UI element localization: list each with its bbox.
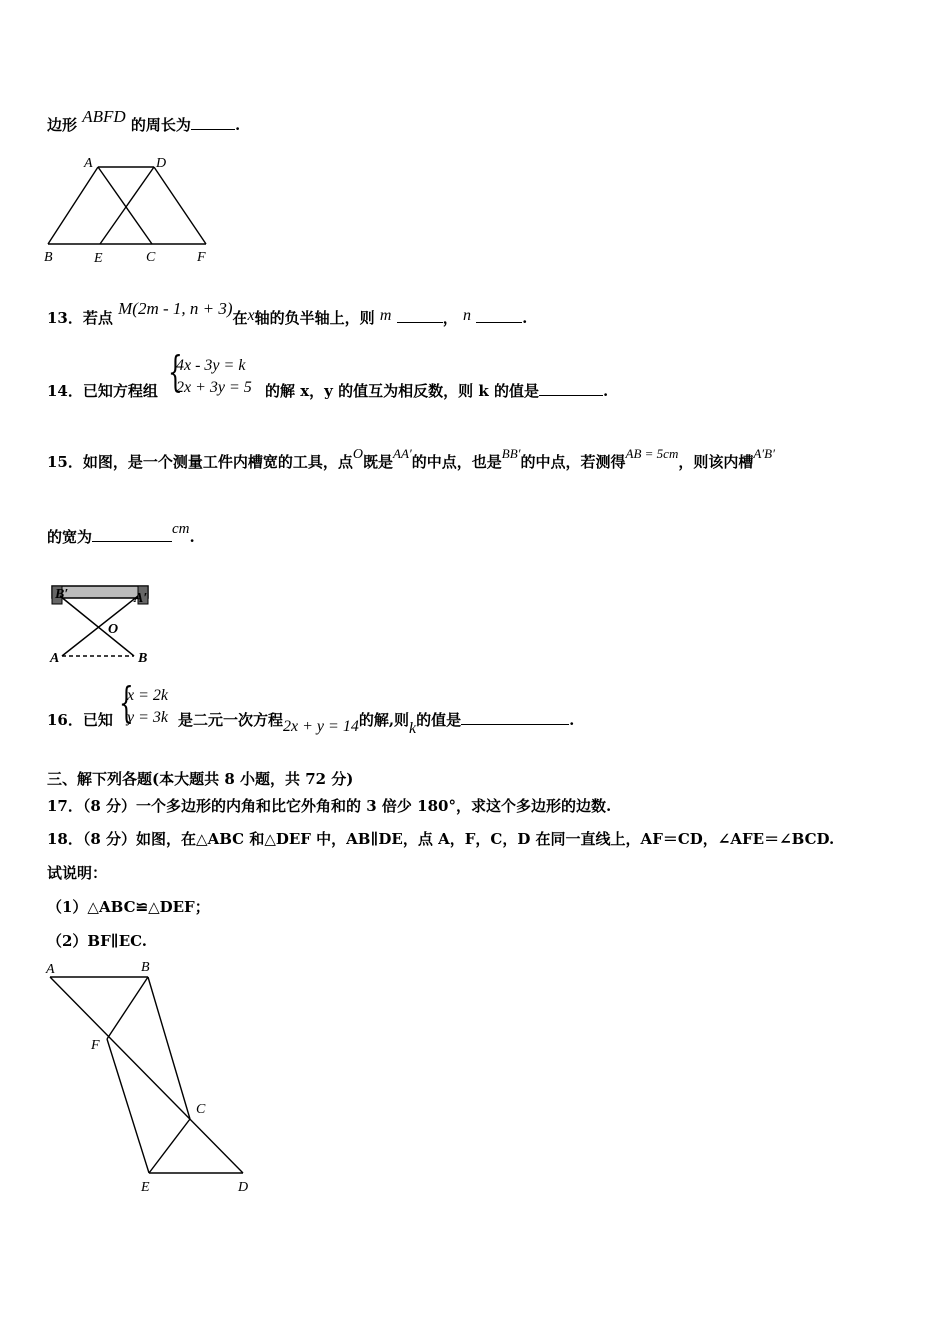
q18-label-F: F — [91, 1038, 100, 1053]
q12-label-E: E — [94, 251, 103, 266]
q12-figure — [40, 155, 220, 267]
q15-line1 — [47, 446, 775, 472]
q13-line — [47, 299, 528, 328]
q15-AB: AB = 5cm — [625, 446, 679, 461]
section3-heading: 三、解下列各题(本大题共 8 小题，共 72 分) — [47, 770, 354, 788]
q15-label-O: O — [108, 622, 119, 637]
q16-text3: 的值是 — [416, 711, 462, 729]
q12-segment-DF — [154, 167, 206, 244]
q14-number: 14．已知方程组 — [47, 382, 158, 400]
q16-text-line — [178, 709, 575, 737]
q18-segment-FE — [107, 1039, 149, 1173]
q14-text: 的解 x，y 的值互为相反数，则 k 的值是 — [265, 382, 539, 400]
q18-label-A: A — [46, 962, 55, 977]
q16-eq2: y = 3k — [127, 709, 168, 726]
q12-line — [47, 107, 241, 135]
q15-label-B1: B′ — [55, 587, 69, 602]
q14-end: . — [602, 382, 609, 400]
q15-answer-blank[interactable] — [92, 527, 172, 542]
q14-system — [176, 355, 252, 399]
q15-text-a: 15．如图，是一个测量工件内槽宽的工具，点 — [47, 453, 353, 471]
q16-number-line — [47, 709, 113, 730]
q13-mid: 在 — [232, 309, 248, 327]
q15-AA: AA′ — [393, 446, 412, 461]
q12-answer-blank[interactable] — [191, 115, 235, 130]
q16-system — [127, 685, 168, 729]
q18-segment-BF — [107, 977, 148, 1039]
q13-number: 13．若点 — [47, 309, 113, 327]
q12-segment-DE — [100, 167, 154, 244]
q13-mid2: 轴的负半轴上，则 — [254, 309, 375, 327]
q13-n: n — [462, 307, 471, 324]
q17-text: 17．（8 分）一个多边形的内角和比它外角和的 3 倍少 180°，求这个多边形的边数. — [47, 797, 612, 815]
q13-end: . — [522, 309, 528, 327]
q15-figure — [46, 580, 166, 670]
q16-eq1: x = 2k — [127, 687, 168, 704]
q15-point-O: O — [352, 447, 364, 462]
q12-label-B: B — [44, 250, 53, 265]
q13-comma: ， — [442, 309, 458, 327]
q15-label-B: B — [138, 651, 148, 666]
q13-point: M — [118, 299, 133, 318]
q13-axis-var: x — [247, 307, 255, 324]
q12-label-A: A — [84, 156, 93, 171]
q18-segment-CE — [149, 1119, 190, 1173]
q13-coord: (2m - 1, n + 3) — [132, 299, 233, 318]
q16-end: . — [569, 711, 575, 729]
q14-eq1: 4x - 3y = k — [176, 357, 246, 374]
q18-figure — [40, 958, 260, 1193]
q12-label-D: D — [156, 156, 167, 171]
q16-number: 16．已知 — [47, 711, 113, 729]
q12-segment-AC — [98, 167, 152, 244]
q13-n-blank[interactable] — [476, 308, 522, 323]
q12-end: . — [234, 116, 241, 134]
q15-text-b: 既是 — [363, 453, 394, 471]
q16-text1: 是二元一次方程 — [178, 711, 284, 729]
q15-end: . — [189, 528, 195, 546]
q15-text-d: 的中点，若测得 — [520, 453, 626, 471]
q15-BB: BB′ — [501, 446, 521, 461]
q18-explain: 试说明： — [47, 864, 108, 882]
q18-segment-AD — [50, 977, 243, 1173]
q12-segment-AB — [48, 167, 98, 244]
q18-part2: （2）BF∥EC. — [47, 932, 148, 950]
q12-label-C: C — [146, 250, 156, 265]
q12-suffix: 的周长为 — [130, 116, 191, 134]
q16-answer-blank[interactable] — [461, 710, 569, 725]
q15-A1B1: A′B′ — [753, 446, 775, 461]
q15-text-e: ，则该内槽 — [678, 453, 754, 471]
q15-label-A1: A′ — [134, 591, 148, 606]
q15-line2 — [47, 521, 195, 547]
q18-label-B: B — [141, 960, 150, 975]
q13-m-blank[interactable] — [397, 308, 443, 323]
q12-prefix: 边形 — [47, 116, 78, 134]
q15-segment-B1B — [60, 596, 134, 656]
q12-quad: ABFD — [82, 107, 126, 126]
q18-part1: （1）△ABC≌△DEF； — [47, 898, 210, 916]
q15-label-A: A — [50, 651, 60, 666]
q14-eq2: 2x + 3y = 5 — [176, 379, 252, 396]
q16-brace: { — [119, 678, 134, 727]
q15-text-width: 的宽为 — [47, 528, 93, 546]
q15-segment-A1A — [62, 596, 138, 656]
q16-text2: 的解,则 — [358, 711, 410, 729]
q14-text-line — [265, 380, 608, 401]
q14-number-line — [47, 380, 158, 401]
q12-label-F: F — [197, 250, 206, 265]
q14-brace: { — [168, 347, 183, 396]
q16-k: k — [409, 720, 417, 737]
q18-label-C: C — [196, 1102, 206, 1117]
q18-label-D: D — [238, 1180, 249, 1195]
q15-unit: cm — [172, 521, 190, 537]
q16-equation: 2x + y = 14 — [283, 718, 359, 735]
q13-m: m — [379, 307, 392, 324]
q18-label-E: E — [141, 1180, 150, 1195]
q15-text-c: 的中点，也是 — [411, 453, 502, 471]
q18-text: 18．（8 分）如图，在△ABC 和△DEF 中，AB∥DE，点 A，F，C，D 在同一直线上，AF＝CD，∠AFE＝∠BCD. — [47, 830, 835, 848]
q14-answer-blank[interactable] — [539, 381, 603, 396]
